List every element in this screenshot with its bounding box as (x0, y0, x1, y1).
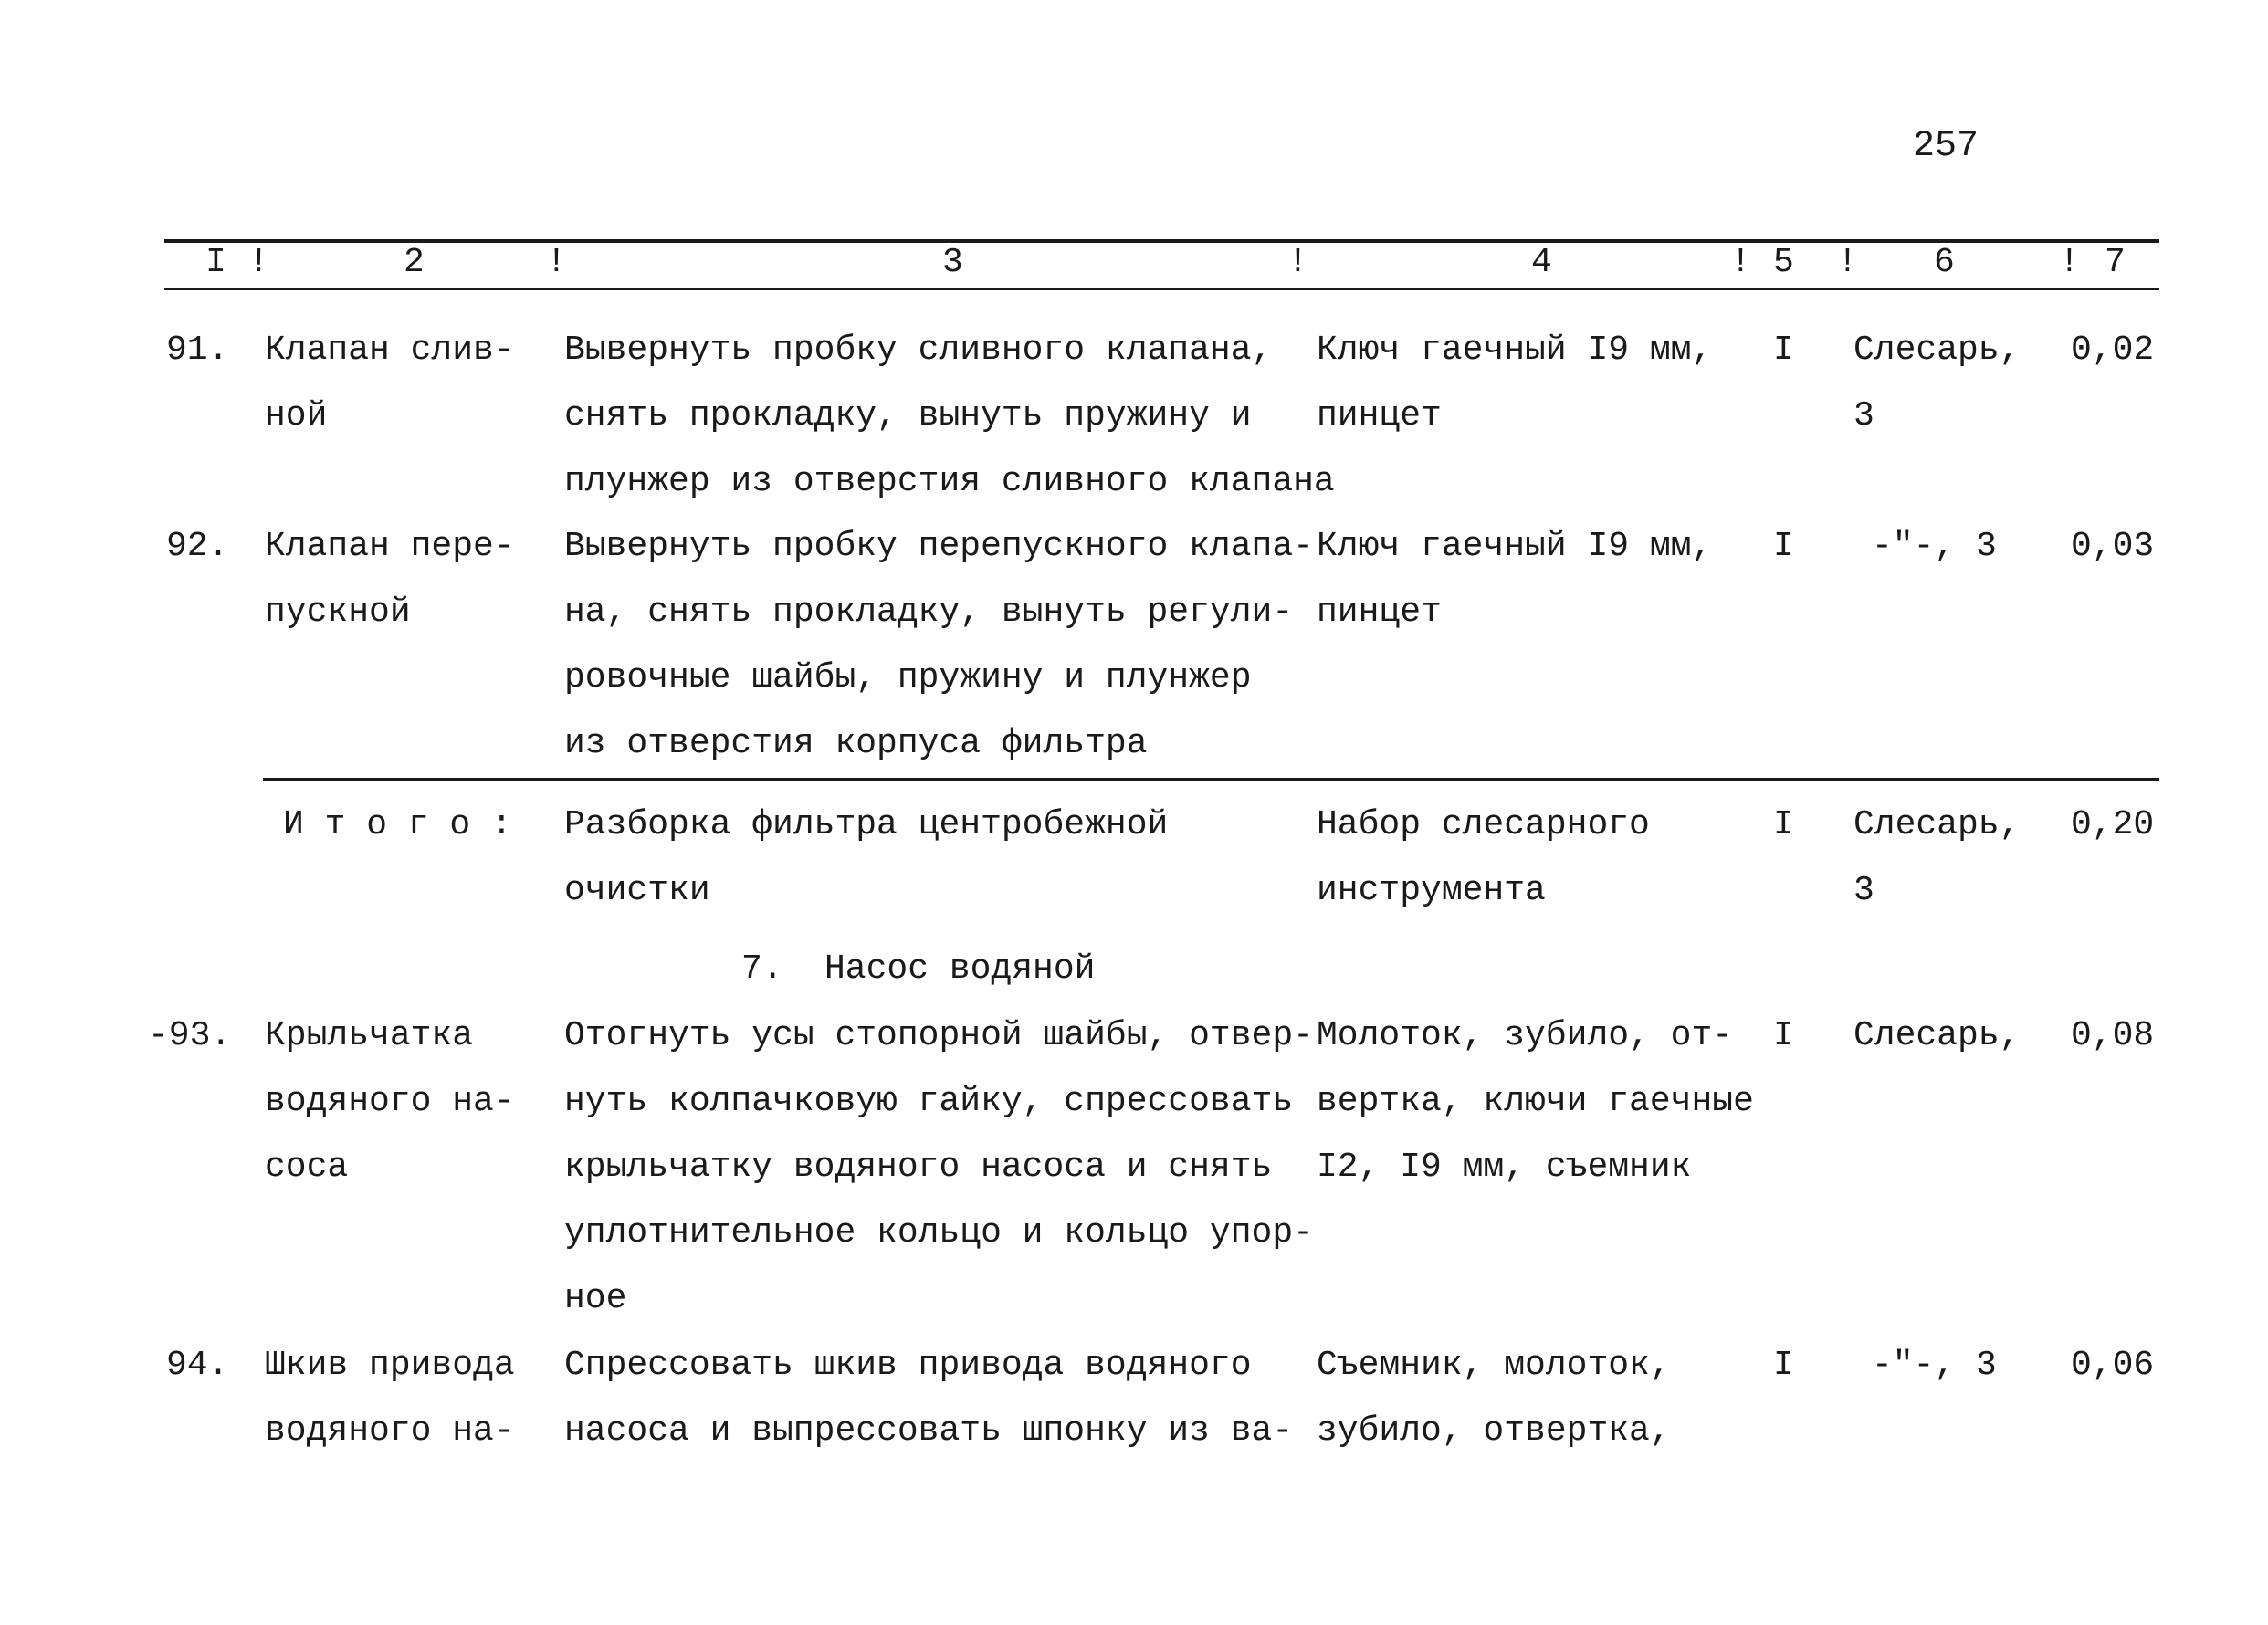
worker-line: Слесарь, (1853, 1016, 2021, 1055)
time-value: 0,08 (2071, 1016, 2155, 1055)
time-value: 0,03 (2071, 527, 2155, 566)
worker-line: Слесарь, (1853, 330, 2021, 370)
operation-line: крыльчатку водяного насоса и снять (564, 1148, 1273, 1187)
header-separator: ! (1837, 243, 1858, 282)
row-number: 94. (166, 1346, 229, 1385)
tools-line: Ключ гаечный I9 мм, (1317, 330, 1713, 370)
operation-line: Вывернуть пробку перепускного клапа- (564, 527, 1314, 566)
header-col-1: I (205, 243, 226, 282)
header-col-3: 3 (942, 243, 963, 282)
tools-line: инструмента (1317, 871, 1546, 910)
operation-line: из отверстия корпуса фильтра (564, 724, 1148, 763)
operation-line: снять прокладку, вынуть пружину и (564, 396, 1252, 435)
tools-line: Ключ гаечный I9 мм, (1317, 527, 1713, 566)
worker-line: 3 (1853, 871, 1874, 910)
page-number: 257 (1913, 126, 1979, 167)
operation-line: Вывернуть пробку сливного клапана, (564, 330, 1273, 370)
part-name-line: Клапан слив- (265, 330, 515, 370)
tools-line: Молоток, зубило, от- (1317, 1016, 1734, 1055)
operation-line: насоса и выпрессовать шпонку из ва- (564, 1411, 1294, 1451)
col5-value: I (1773, 805, 1794, 844)
part-name-line: водяного на- (265, 1411, 515, 1451)
col5-value: I (1773, 330, 1794, 370)
time-value: 0,02 (2071, 330, 2155, 370)
worker-line: -"-, 3 (1872, 527, 1997, 566)
part-name-line: пускной (265, 592, 411, 632)
operation-line: ное (564, 1279, 627, 1318)
tools-line: пинцет (1317, 396, 1442, 435)
tools-line: пинцет (1317, 592, 1442, 632)
operation-line: нуть колпачковую гайку, спрессовать (564, 1082, 1294, 1121)
header-separator: ! (1287, 243, 1308, 282)
header-bottom-rule (164, 288, 2159, 290)
time-value: 0,20 (2071, 805, 2155, 844)
worker-line: 3 (1853, 396, 1874, 435)
section-number: 7. (741, 949, 783, 989)
row-number: -93. (148, 1016, 232, 1055)
operation-line: плунжер из отверстия сливного клапана (564, 462, 1335, 501)
part-name-line: Крыльчатка (265, 1016, 474, 1055)
total-rule (263, 778, 2159, 781)
header-col-5: 5 (1773, 243, 1794, 282)
operation-line: уплотнительное кольцо и кольцо упор- (564, 1213, 1314, 1253)
operation-line: Разборка фильтра центробежной (564, 805, 1169, 844)
header-col-7: 7 (2105, 243, 2126, 282)
col5-value: I (1773, 527, 1794, 566)
part-name-line: соса (265, 1148, 349, 1187)
tools-line: I2, I9 мм, съемник (1317, 1148, 1692, 1187)
operation-line: Отогнуть усы стопорной шайбы, отвер- (564, 1016, 1314, 1055)
operation-line: очистки (564, 871, 710, 910)
header-separator: ! (1730, 243, 1751, 282)
tools-line: зубило, отвертка, (1317, 1411, 1671, 1451)
header-col-2: 2 (404, 243, 425, 282)
header-separator: ! (248, 243, 269, 282)
tools-line: Съемник, молоток, (1317, 1346, 1671, 1385)
row-number: 92. (166, 527, 229, 566)
row-number: 91. (166, 330, 229, 370)
worker-line: -"-, 3 (1872, 1346, 1997, 1385)
total-label: И т о г о : (283, 805, 512, 844)
operation-line: ровочные шайбы, пружину и плунжер (564, 658, 1252, 697)
header-col-4: 4 (1531, 243, 1552, 282)
header-col-6: 6 (1934, 243, 1955, 282)
worker-line: Слесарь, (1853, 805, 2021, 844)
tools-line: вертка, ключи гаечные (1317, 1082, 1754, 1121)
part-name-line: Клапан пере- (265, 527, 515, 566)
col5-value: I (1773, 1346, 1794, 1385)
time-value: 0,06 (2071, 1346, 2155, 1385)
header-separator: ! (546, 243, 567, 282)
header-top-rule (164, 239, 2159, 243)
tools-line: Набор слесарного (1317, 805, 1650, 844)
operation-line: Спрессовать шкив привода водяного (564, 1346, 1252, 1385)
operation-line: на, снять прокладку, вынуть регули- (564, 592, 1294, 632)
section-title: Насос водяной (824, 949, 1096, 989)
part-name-line: ной (265, 396, 328, 435)
header-separator: ! (2059, 243, 2080, 282)
part-name-line: водяного на- (265, 1082, 515, 1121)
col5-value: I (1773, 1016, 1794, 1055)
part-name-line: Шкив привода (265, 1346, 515, 1385)
